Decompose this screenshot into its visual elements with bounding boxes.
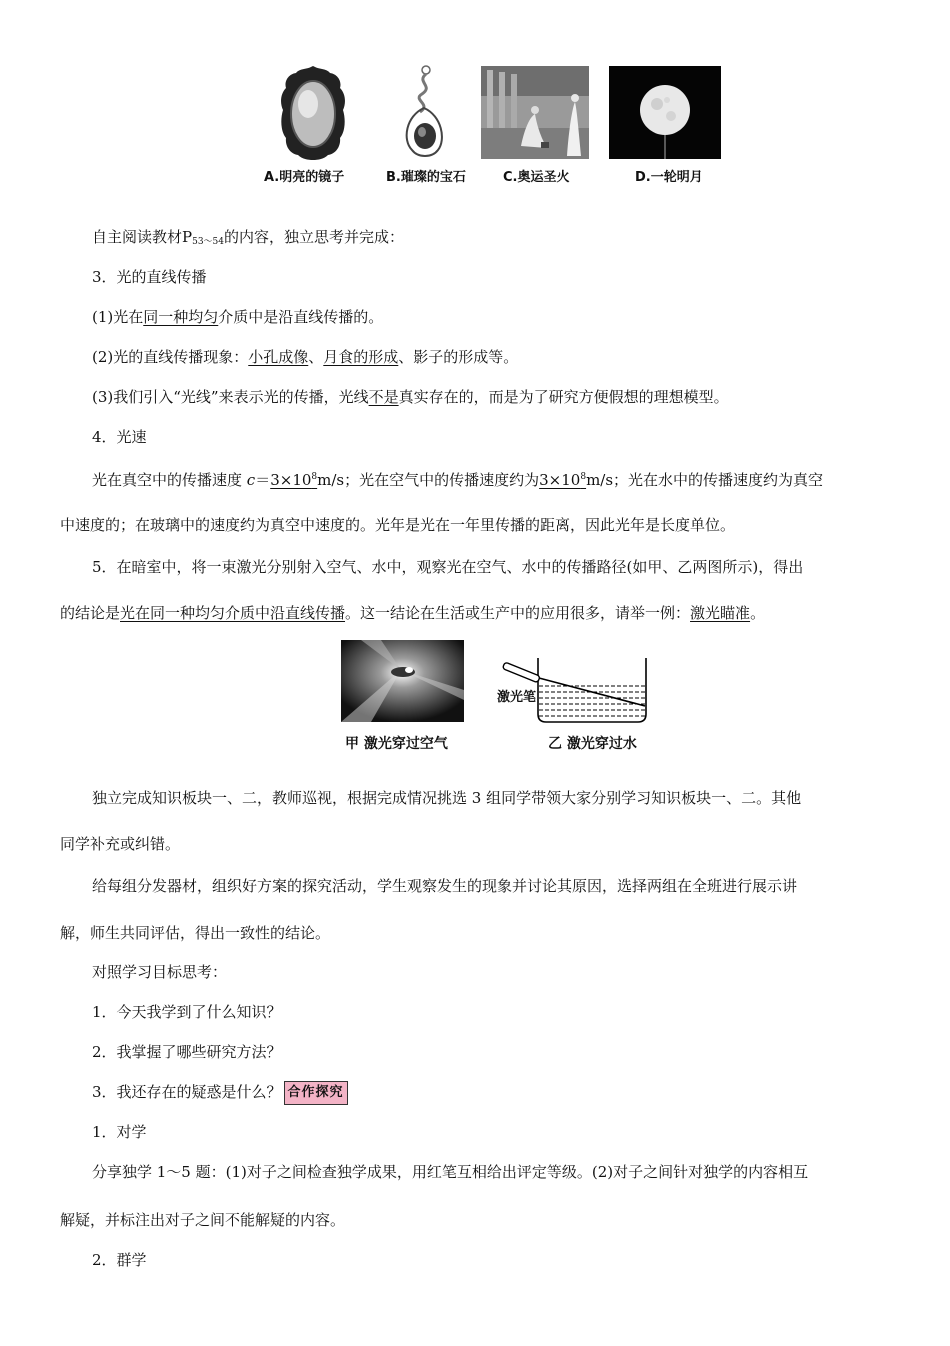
section-3-title: 3．光的直线传播: [92, 268, 207, 286]
coop-p1: 分享独学 1～5 题：(1)对子之间检查独学成果，用红笔互相给出评定等级。(2)对子之间针对独学的内容相互: [92, 1163, 809, 1181]
text: m/s；光在空气中的传播速度约为: [317, 471, 540, 489]
section-3-p1: [92, 307, 383, 327]
coop-t1: 1．对学: [92, 1123, 147, 1141]
para1-l1: 独立完成知识板块一、二，教师巡视，根据完成情况挑选 3 组同学带领大家分别学习知识板块一、二。其他: [92, 789, 802, 807]
section-3-p2: [92, 347, 518, 367]
text: (1)光在: [92, 308, 144, 326]
caption-laser-air: 甲 激光穿过空气: [345, 736, 448, 752]
olympic-flame-photo: [481, 66, 589, 159]
reflect-title: 对照学习目标思考：: [92, 963, 228, 981]
text: 。这一结论在生活或生产中的应用很多，请举一例：: [345, 604, 691, 622]
text: 的结论是: [60, 604, 121, 622]
text: (3)我们引入“光线”来表示光的传播，光线: [92, 388, 369, 406]
para1-l2: 同学补充或纠错。: [60, 835, 181, 853]
text: 光在真空中的传播速度: [92, 471, 247, 489]
caption-c: C.奥运圣火: [503, 170, 570, 185]
caption-a: A.明亮的镜子: [264, 170, 345, 185]
caption-d: D.一轮明月: [635, 170, 703, 185]
gem-pendant-image: [398, 64, 450, 162]
para2-l1: 给每组分发器材，组织好方案的探究活动，学生观察发生的现象并讨论其原因，选择两组在全班进行展示讲: [92, 877, 798, 895]
section-5-l1: 5．在暗室中，将一束激光分别射入空气、水中，观察光在空气、水中的传播路径(如甲、乙两图所示)，得出: [92, 558, 804, 576]
intro-line: [92, 227, 404, 252]
caption-b: B.璀璨的宝石: [386, 170, 466, 185]
text: 3×10: [270, 471, 312, 489]
section-4-title: 4．光速: [92, 428, 147, 446]
caption-laser-water: 乙 激光穿过水: [548, 736, 637, 752]
answer-blank: 光在同一种均匀介质中沿直线传播: [120, 604, 346, 622]
text: ＝: [255, 471, 271, 489]
coop-t2: 2．群学: [92, 1251, 147, 1269]
full-moon-photo: [609, 66, 721, 159]
intro-pages: 53～54: [192, 237, 224, 247]
section-4-l2: 中速度的；在玻璃中的速度约为真空中速度的。光年是光在一年里传播的距离，因此光年是长度单位。: [60, 516, 736, 534]
symbol-c: c: [246, 471, 256, 489]
reflect-q2: 2．我掌握了哪些研究方法？: [92, 1043, 282, 1061]
section-3-p3: [92, 387, 729, 407]
laser-pen-label: 激光笔: [497, 690, 537, 705]
text: 介质中是沿直线传播的。: [218, 308, 384, 326]
text: 、: [308, 348, 324, 366]
section-stamp-badge: 合作探究: [284, 1081, 348, 1105]
para2-l2: 解，师生共同评估，得出一致性的结论。: [60, 924, 331, 942]
section-5-l2: [60, 603, 765, 623]
text: m/s；光在水中的传播速度约为真空: [586, 471, 824, 489]
reflect-q1: 1．今天我学到了什么知识？: [92, 1003, 282, 1021]
text: 真实存在的，而是为了研究方便假想的理想模型。: [398, 388, 729, 406]
text: 3×10: [539, 471, 581, 489]
answer-blank: 不是: [368, 388, 399, 406]
reflect-q3: [92, 1081, 348, 1105]
section-4-l1: [92, 467, 823, 490]
text: (2)光的直线传播现象：: [92, 348, 249, 366]
answer-blank: 激光瞄准: [690, 604, 751, 622]
exponent: 8: [580, 472, 587, 482]
laser-in-air-photo: [341, 640, 464, 722]
text: 、影子的形成等。: [398, 348, 519, 366]
exponent: 8: [311, 472, 318, 482]
answer-blank: 小孔成像: [248, 348, 309, 366]
text: 。: [750, 604, 766, 622]
text: 3．我还存在的疑惑是什么？: [92, 1083, 282, 1101]
answer-blank: 同一种均匀: [143, 308, 219, 326]
answer-blank: 月食的形成: [323, 348, 399, 366]
answer-blank: [270, 471, 317, 489]
mirror-image: [278, 64, 348, 162]
answer-blank: [539, 471, 586, 489]
intro-before: 自主阅读教材P: [92, 228, 193, 246]
intro-after: 的内容，独立思考并完成：: [224, 228, 405, 246]
coop-p2: 解疑，并标注出对子之间不能解疑的内容。: [60, 1211, 346, 1229]
